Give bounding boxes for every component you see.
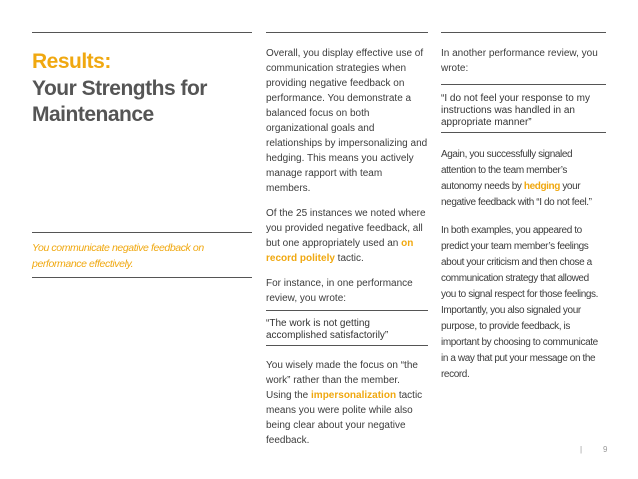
impersonalization-text-pre: You wisely made the focus on “the work” rather than the member. Using the [266, 360, 418, 401]
title-strengths: Your Strengths for Maintenance [32, 77, 207, 126]
top-rule-right [441, 32, 606, 33]
tactic-impersonalization: impersonalization [311, 390, 397, 401]
footer-separator: | [580, 445, 583, 454]
middle-quote: “The work is not getting accomplished satisfactorily” [266, 318, 389, 341]
middle-paragraph-overview: Overall, you display effective use of communication strategies when providing negative feedback on performance. You demonstrate a balanced focus on both organizational goals and relationships by impersonalizing and hedging. This means you actively manage rapport with team members. [266, 48, 428, 194]
tactic-on-record-politely: on record politely [266, 238, 414, 264]
title-results: Results: [32, 50, 111, 73]
instances-text-pre: Of the 25 instances we noted where you provided negative feedback, all but one appropriately used an [266, 208, 426, 249]
page-number: 9 [603, 445, 608, 454]
right-quote-rule-top [441, 84, 606, 85]
middle-quote-rule-top [266, 310, 428, 311]
right-paragraph-hedging [441, 147, 606, 211]
impersonalization-text-post: tactic means you were polite while also being clear about your negative feedback. [266, 390, 423, 446]
middle-paragraph-impersonalization [266, 358, 428, 448]
column-right [441, 46, 606, 383]
right-quote: “I do not feel your response to my instructions was handled in an appropriate manner” [441, 93, 590, 128]
right-paragraph-both-examples: In both examples, you appeared to predict your team member’s feelings about your criticism and then chose a communication strategy that allowed you to signal respect for those feelings. Importantly, you also signaled your purpose, to provide feedback, is important by choosing to communicate in a way that put your message on the record. [441, 225, 599, 380]
middle-paragraph-example-intro: For instance, in one performance review, you wrote: [266, 278, 413, 304]
tactic-hedging: hedging [523, 181, 560, 192]
column-middle [266, 46, 428, 448]
summary-rule-bottom [32, 277, 252, 278]
top-rule-left [32, 32, 252, 33]
summary-rule-top [32, 232, 252, 233]
right-paragraph-another-review: In another performance review, you wrote: [441, 48, 598, 74]
right-quote-rule-bottom [441, 132, 606, 133]
top-rule-middle [266, 32, 428, 33]
middle-quote-rule-bottom [266, 345, 428, 346]
summary-statement: You communicate negative feedback on performance effectively. [32, 242, 204, 270]
hedging-text-post: your negative feedback with “I do not feel.” [441, 181, 592, 208]
middle-paragraph-instances [266, 206, 428, 266]
instances-text-post: tactic. [334, 253, 364, 264]
hedging-text-pre: Again, you successfully signaled attention to the team member’s autonomy needs by [441, 149, 573, 192]
